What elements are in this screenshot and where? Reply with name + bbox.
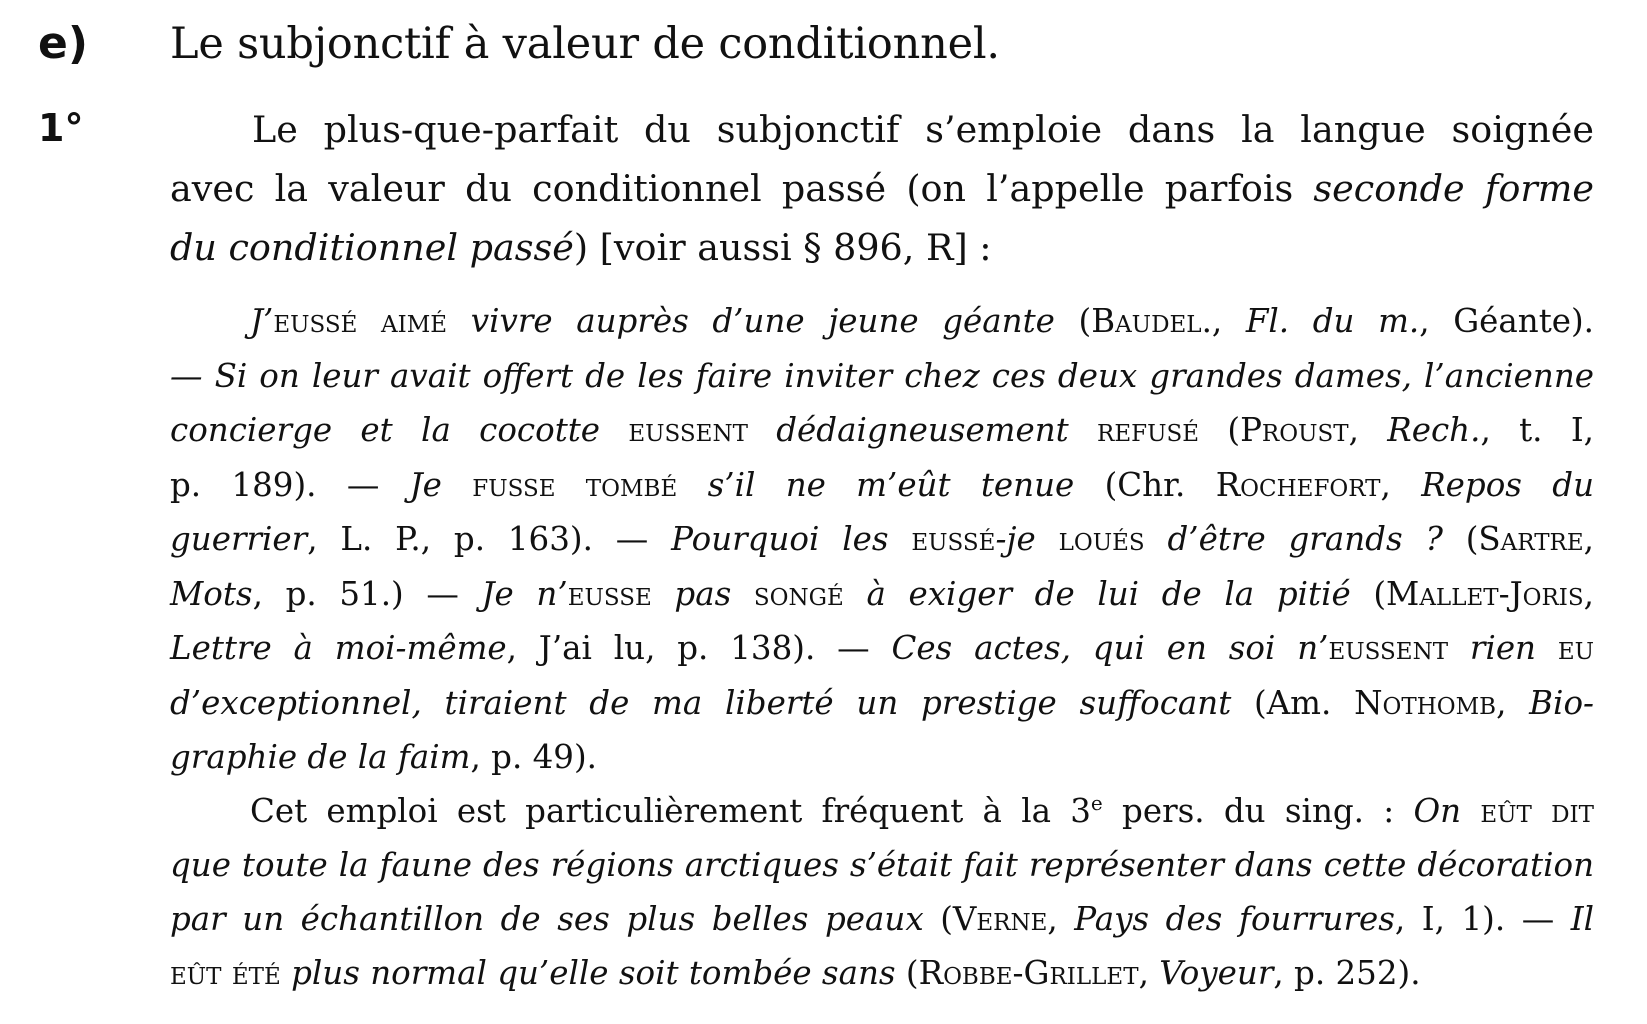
verb-form: refusé: [1097, 411, 1200, 449]
point-marker: 1°: [38, 106, 84, 150]
example-italic: Il: [1570, 900, 1594, 938]
verb-form: eussent: [1328, 629, 1449, 667]
work-title: guerrier: [170, 520, 308, 558]
example-italic: -je: [995, 520, 1059, 558]
author-name: Mallet-Joris: [1386, 574, 1584, 613]
example-line: [170, 621, 1594, 676]
citation-text: ,: [1583, 520, 1595, 558]
intro-text: Le plus-que-parfait du subjonctif s’emploie dans la langue soignée: [252, 108, 1594, 151]
intro-line-1: [170, 100, 1594, 159]
superscript: e: [1090, 791, 1103, 815]
verb-form: eusse: [567, 574, 652, 613]
author-name: Nothomb: [1354, 683, 1497, 722]
example-italic: vivre auprès d’une jeune géante: [447, 302, 1055, 340]
citation-text: (: [1054, 302, 1092, 340]
example-italic: par un échantillon de ses plus belles peaux: [170, 900, 924, 938]
intro-text: ) [voir aussi § 896, R] :: [573, 226, 992, 269]
citation-text: (: [1442, 520, 1479, 558]
example-italic: d’exceptionnel, tiraient de ma liberté un prestige suffocant: [170, 683, 1232, 722]
example-line: [170, 512, 1594, 567]
note-text: Cet emploi est particulièrement fréquent à la 3: [250, 792, 1091, 830]
citation-text: , J’ai lu, p. 138). —: [506, 629, 892, 667]
intro-line-2: [170, 159, 1594, 218]
citation-text: ,: [1583, 574, 1594, 613]
citation-text: (: [1350, 574, 1387, 613]
example-line: [170, 567, 1594, 622]
verb-form: eût été: [170, 954, 281, 992]
note-line: [170, 892, 1594, 946]
example-line: [170, 458, 1594, 513]
section-title: Le subjonctif à valeur de conditionnel.: [170, 19, 1000, 69]
verb-form: fusse tombé: [472, 465, 678, 504]
example-italic: d’être grands ?: [1144, 520, 1443, 558]
citation-text: (: [1199, 411, 1241, 449]
citation-text: , t. I,: [1480, 411, 1594, 449]
citation-text: (Am.: [1231, 683, 1355, 722]
example-italic: dédaigneusement: [747, 411, 1098, 449]
example-italic: Ces actes, qui en soi n’: [891, 629, 1329, 667]
citation-text: (: [895, 954, 919, 992]
citation-text: ,: [1380, 465, 1422, 504]
work-title: graphie de la faim: [170, 738, 471, 776]
intro-line-3: [170, 218, 1594, 277]
author-name: Verne: [952, 900, 1048, 938]
author-name: Proust: [1240, 411, 1349, 449]
work-title: Mots: [170, 574, 253, 613]
example-line: [170, 294, 1594, 349]
example-italic: On: [1413, 792, 1481, 830]
intro-italic-term: du conditionnel passé: [170, 226, 574, 269]
examples-block: [170, 294, 1594, 785]
citation-text: , L. P., p. 163). —: [307, 520, 672, 558]
example-italic: que toute la faune des régions arctiques s’était fait représenter dans cette décoration: [170, 846, 1594, 884]
example-italic: rien: [1448, 629, 1558, 667]
example-italic: pas: [651, 574, 754, 613]
work-title: Voyeur: [1159, 954, 1274, 992]
verb-form: eussé aimé: [273, 302, 448, 340]
example-italic: s’il ne m’eût tenue: [677, 465, 1075, 504]
author-name: Baudel.: [1091, 302, 1212, 340]
note-line: [170, 784, 1594, 838]
work-title: Bio-: [1529, 683, 1594, 722]
example-italic: J’: [250, 302, 274, 340]
section-marker: e): [38, 18, 88, 69]
example-line: [170, 676, 1594, 731]
verb-form: eussé: [911, 520, 996, 558]
citation-text: (: [923, 900, 953, 938]
citation-text: , Géante).: [1419, 302, 1595, 340]
citation-text: , p. 49).: [470, 738, 597, 776]
verb-form: eût dit: [1480, 792, 1594, 830]
work-title: Rech.: [1387, 411, 1481, 449]
intro-paragraph: [170, 100, 1594, 277]
example-line: [170, 403, 1594, 458]
intro-italic-term: seconde forme: [1313, 167, 1594, 210]
note-line: [170, 946, 1594, 1000]
work-title: Fl. du m.: [1245, 302, 1420, 340]
example-italic: Je n’: [481, 574, 568, 613]
note-paragraph: [170, 784, 1594, 1000]
citation-text: ,: [1348, 411, 1388, 449]
work-title: Repos du: [1421, 465, 1594, 504]
example-line: [170, 730, 1594, 785]
citation-text: ,: [1047, 900, 1075, 938]
work-title: Pays des fourrures: [1074, 900, 1395, 938]
citation-text: , p. 252).: [1273, 954, 1421, 992]
citation-text: ,: [1138, 954, 1160, 992]
intro-text: avec la valeur du conditionnel passé (on l’appelle parfois: [170, 167, 1314, 210]
verb-form: eussent: [628, 411, 748, 449]
example-italic: Je: [409, 465, 473, 504]
example-line: [170, 349, 1594, 404]
verb-form: songé: [753, 574, 844, 613]
author-name: Sartre: [1478, 520, 1584, 558]
example-italic: plus normal qu’elle soit tombée sans: [280, 954, 896, 992]
citation-text: p. 189). —: [170, 465, 410, 504]
note-text: pers. du sing. :: [1102, 792, 1414, 830]
citation-text: (Chr.: [1074, 465, 1216, 504]
author-name: Rochefort: [1215, 465, 1381, 504]
example-italic: — Si on leur avait offert de les faire inviter chez ces deux grandes dames, l’ancienne: [170, 356, 1594, 395]
citation-text: ,: [1211, 302, 1246, 340]
citation-text: , I, 1). —: [1394, 900, 1571, 938]
author-name: Robbe-Grillet: [918, 954, 1139, 992]
verb-form: loués: [1058, 520, 1145, 558]
work-title: Lettre à moi-même: [170, 629, 507, 667]
example-italic: concierge et la cocotte: [170, 411, 629, 449]
example-italic: à exiger de lui de la pitié: [843, 574, 1351, 613]
citation-text: , p. 51.) —: [252, 574, 482, 613]
verb-form: eu: [1557, 629, 1595, 667]
example-italic: Pourquoi les: [671, 520, 912, 558]
citation-text: ,: [1496, 683, 1530, 722]
note-line: [170, 838, 1594, 892]
